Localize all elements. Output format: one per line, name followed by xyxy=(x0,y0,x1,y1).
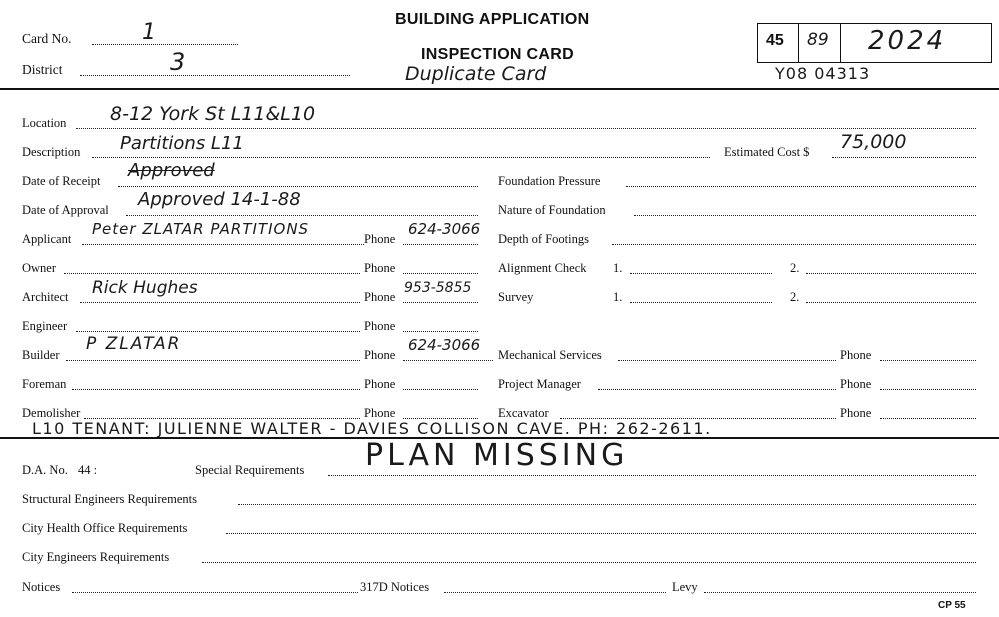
excavator-label: Excavator xyxy=(498,406,549,420)
card-no-label: Card No. xyxy=(22,31,72,46)
district-line xyxy=(80,74,350,76)
special-requirements-line xyxy=(328,474,976,476)
excavator-phone-line xyxy=(880,417,976,419)
description-label: Description xyxy=(22,145,81,159)
engineer-line xyxy=(76,330,360,332)
health-label: City Health Office Requirements xyxy=(22,521,188,535)
mechanical-services-label: Mechanical Services xyxy=(498,348,602,362)
form-code: CP 55 xyxy=(938,600,966,611)
demolisher-label: Demolisher xyxy=(22,406,81,420)
survey-n2: 2. xyxy=(790,290,800,304)
mechanical-services-line xyxy=(618,359,836,361)
alignment-n2: 2. xyxy=(790,261,800,275)
foreman-phone-label: Phone xyxy=(364,377,396,391)
location-label: Location xyxy=(22,116,67,130)
header-rule xyxy=(0,88,999,90)
da-no-value: 44 : xyxy=(78,463,98,477)
mechanical-phone-line xyxy=(880,359,976,361)
depth-footings-label: Depth of Footings xyxy=(498,232,589,246)
notices-line xyxy=(72,591,358,593)
nature-foundation-line xyxy=(634,214,976,216)
special-requirements-value: PLAN MISSING xyxy=(365,438,629,473)
project-manager-line xyxy=(598,388,836,390)
date-receipt-label: Date of Receipt xyxy=(22,174,101,188)
owner-label: Owner xyxy=(22,261,57,275)
description-line xyxy=(92,156,710,158)
project-manager-phone-label: Phone xyxy=(840,377,872,391)
structural-line xyxy=(238,503,976,505)
notices-label: Notices xyxy=(22,580,61,594)
applicant-phone-line xyxy=(403,243,478,245)
special-requirements-label: Special Requirements xyxy=(195,463,305,477)
alignment-n1: 1. xyxy=(613,261,623,275)
owner-line xyxy=(64,272,360,274)
architect-phone-value: 953-5855 xyxy=(404,280,472,296)
form-subtitle: INSPECTION CARD xyxy=(421,46,574,63)
city-engineers-label: City Engineers Requirements xyxy=(22,550,170,564)
applicant-value: Peter ZLATAR PARTITIONS xyxy=(92,220,310,238)
foundation-pressure-label: Foundation Pressure xyxy=(498,174,601,188)
duplicate-note: Duplicate Card xyxy=(405,63,547,85)
builder-phone-label: Phone xyxy=(364,348,396,362)
description-value: Partitions L11 xyxy=(120,133,244,154)
builder-phone-value: 624-3066 xyxy=(408,336,481,354)
survey-line-1 xyxy=(630,301,772,303)
tenant-note: L10 TENANT: JULIENNE WALTER - DAVIES COLLISON CAVE. PH: 262-2611. xyxy=(32,419,712,438)
district-value: 3 xyxy=(170,48,186,76)
nature-foundation-label: Nature of Foundation xyxy=(498,203,606,217)
form-title: BUILDING APPLICATION xyxy=(395,11,590,28)
survey-label: Survey xyxy=(498,290,534,304)
estimated-cost-value: 75,000 xyxy=(840,131,907,153)
city-engineers-line xyxy=(202,561,976,563)
health-line xyxy=(226,532,976,534)
excavator-phone-label: Phone xyxy=(840,406,872,420)
project-manager-label: Project Manager xyxy=(498,377,581,391)
foreman-phone-line xyxy=(403,388,478,390)
levy-label: Levy xyxy=(672,580,698,594)
architect-line xyxy=(80,301,360,303)
architect-phone-label: Phone xyxy=(364,290,396,304)
box-ref-note: Y08 04313 xyxy=(775,64,871,83)
survey-line-2 xyxy=(806,301,976,303)
location-line xyxy=(76,127,976,129)
date-receipt-value: Approved xyxy=(128,160,215,181)
engineer-phone-label: Phone xyxy=(364,319,396,333)
notices-317d-line xyxy=(444,591,666,593)
applicant-label: Applicant xyxy=(22,232,72,246)
builder-phone-line xyxy=(403,359,493,361)
alignment-check-label: Alignment Check xyxy=(498,261,587,275)
alignment-line-1 xyxy=(630,272,772,274)
date-approval-line xyxy=(126,214,478,216)
applicant-phone-value: 624-3066 xyxy=(408,220,481,238)
date-receipt-line xyxy=(118,185,478,187)
applicant-line xyxy=(82,243,364,245)
builder-value: P ZLATAR xyxy=(86,334,182,354)
levy-line xyxy=(704,591,976,593)
da-no-label: D.A. No. xyxy=(22,463,68,477)
architect-label: Architect xyxy=(22,290,69,304)
date-approval-label: Date of Approval xyxy=(22,203,109,217)
builder-label: Builder xyxy=(22,348,60,362)
alignment-line-2 xyxy=(806,272,976,274)
mechanical-phone-label: Phone xyxy=(840,348,872,362)
location-value: 8-12 York St L11&L10 xyxy=(110,103,316,125)
notices-317d-label: 317D Notices xyxy=(360,580,430,594)
box-right-value: 2024 xyxy=(868,26,947,56)
estimated-cost-label: Estimated Cost $ xyxy=(724,145,810,159)
survey-n1: 1. xyxy=(613,290,623,304)
architect-value: Rick Hughes xyxy=(92,278,198,298)
owner-phone-line xyxy=(403,272,478,274)
foreman-label: Foreman xyxy=(22,377,67,391)
depth-footings-line xyxy=(612,243,976,245)
applicant-phone-label: Phone xyxy=(364,232,396,246)
builder-line xyxy=(66,359,360,361)
card-no-value: 1 xyxy=(142,20,156,45)
engineer-label: Engineer xyxy=(22,319,68,333)
box-mid-value: 89 xyxy=(807,30,829,50)
estimated-cost-line xyxy=(832,156,976,158)
foreman-line xyxy=(72,388,360,390)
foundation-pressure-line xyxy=(626,185,976,187)
architect-phone-line xyxy=(403,301,478,303)
owner-phone-label: Phone xyxy=(364,261,396,275)
structural-label: Structural Engineers Requirements xyxy=(22,492,197,506)
date-approval-value: Approved 14-1-88 xyxy=(138,189,301,210)
project-manager-phone-line xyxy=(880,388,976,390)
demolisher-phone-label: Phone xyxy=(364,406,396,420)
card-no-line xyxy=(92,43,238,45)
engineer-phone-line xyxy=(403,330,478,332)
district-label: District xyxy=(22,62,63,77)
box-divider xyxy=(840,23,841,63)
box-left-value: 45 xyxy=(766,32,784,49)
box-divider xyxy=(798,23,799,63)
